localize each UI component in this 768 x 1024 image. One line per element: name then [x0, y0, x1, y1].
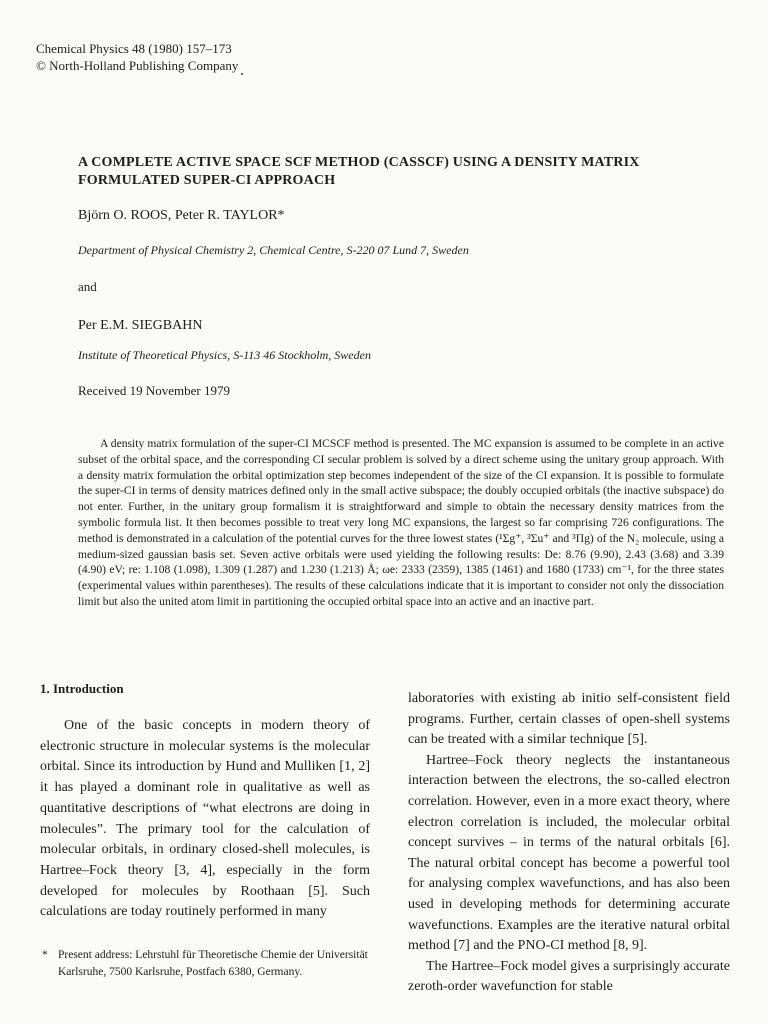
intro-paragraph-2: Hartree–Fock theory neglects the instantaneous interaction between the electrons, the so-called electron correlation. However, even in a more exact theory, where electron correlation is included, the molecular orbital concept survives – in terms of the natural orbitals [6]. The natural orbital concept has become a powerful tool for analysing complex wavefunctions, and has also been used in developing methods for determining accurate wavefunctions. Examples are the iterative natural orbital method [7] and the PNO-CI method [8, 9]. — [408, 752, 730, 954]
affiliation-stockholm: Institute of Theoretical Physics, S-113 46 Stockholm, Sweden — [78, 348, 371, 362]
received-date: Received 19 November 1979 — [78, 383, 230, 398]
speck — [241, 73, 243, 75]
section-heading: 1. Introduction — [40, 681, 124, 696]
journal-citation: Chemical Physics 48 (1980) 157–173 — [36, 41, 232, 56]
intro-paragraph-1-cont: laboratories with existing ab initio self-consistent field programs. Further, certain classes of open-shell systems can be treated with a similar technique [5]. — [408, 691, 730, 748]
left-column — [40, 716, 370, 923]
intro-paragraph-1: One of the basic concepts in modern theory of electronic structure in molecular systems is the molecular orbital. Since its introduction by Hund and Mulliken [1, 2] it has played a dominant role in qualitative as well as quantitative descriptions of “what electrons are doing in molecules”. The primary tool for the calculation of molecular orbitals, in ordinary closed-shell molecules, is Hartree–Fock theory [3, 4], especially in the form developed for molecules by Roothaan [5]. Such calculations are today routinely performed in many — [40, 718, 370, 920]
authors-primary: Björn O. ROOS, Peter R. TAYLOR* — [78, 208, 285, 223]
footnote-text: Present address: Lehrstuhl für Theoretische Chemie der Universität Karlsruhe, 7500 Karlsruhe, Postfach 6380, Germany. — [58, 949, 368, 978]
and-separator: and — [78, 279, 97, 294]
paper-title: A COMPLETE ACTIVE SPACE SCF METHOD (CASSCF) USING A DENSITY MATRIX FORMULATED SUPER-CI APPROACH — [78, 155, 640, 188]
intro-paragraph-3: The Hartree–Fock model gives a surprisingly accurate zeroth-order wavefunction for stable — [408, 958, 731, 995]
abstract-text: A density matrix formulation of the super-CI MCSCF method is presented. The MC expansion is assumed to be complete in an active subset of the orbital space, and the corresponding CI secular problem is solved by a direct scheme using the unitary group approach. With a density matrix formulation the orbital optimization step becomes independent of the size of the CI expansion. It is possible to formulate the super-CI in terms of density matrices defined only in the small active subspace; the doubly occupied orbitals (the inactive subspace) do not enter. Further, in the unitary group formalism it is straightforward and simple to obtain the necessary density matrices from the symbolic formula list. It then becomes possible to treat very long MC expansions, the largest so far comprising 726 configurations. The method is demonstrated in a calculation of the potential curves for the three lowest states (¹Σg⁺, ³Σu⁺ and ³Πg) of the N₂ molecule, using a medium-sized gaussian basis set. Seven active orbitals were used yielding the following results: De: 8.76 (9.90), 2.43 (3.68) and 3.39 (4.90) eV; re: 1.108 (1.098), 1.309 (1.287) and 1.230 (1.213) Å; ωe: 2333 (2359), 1385 (1461) and 1680 (1733) cm⁻¹, for the three states (experimental values within parentheses). The results of these calculations indicate that it is important to consider not only the dissociation limit but also the united atom limit in partitioning the occupied orbital space into an active and an inactive part. — [78, 437, 724, 608]
publisher-line: © North-Holland Publishing Company — [36, 58, 239, 73]
authors-secondary: Per E.M. SIEGBAHN — [78, 318, 203, 333]
footnote-mark: * — [42, 949, 48, 961]
abstract — [78, 436, 724, 610]
footnote — [42, 947, 372, 980]
affiliation-lund: Department of Physical Chemistry 2, Chemical Centre, S-220 07 Lund 7, Sweden — [78, 243, 469, 257]
journal-header — [36, 40, 238, 74]
right-column — [408, 689, 730, 998]
